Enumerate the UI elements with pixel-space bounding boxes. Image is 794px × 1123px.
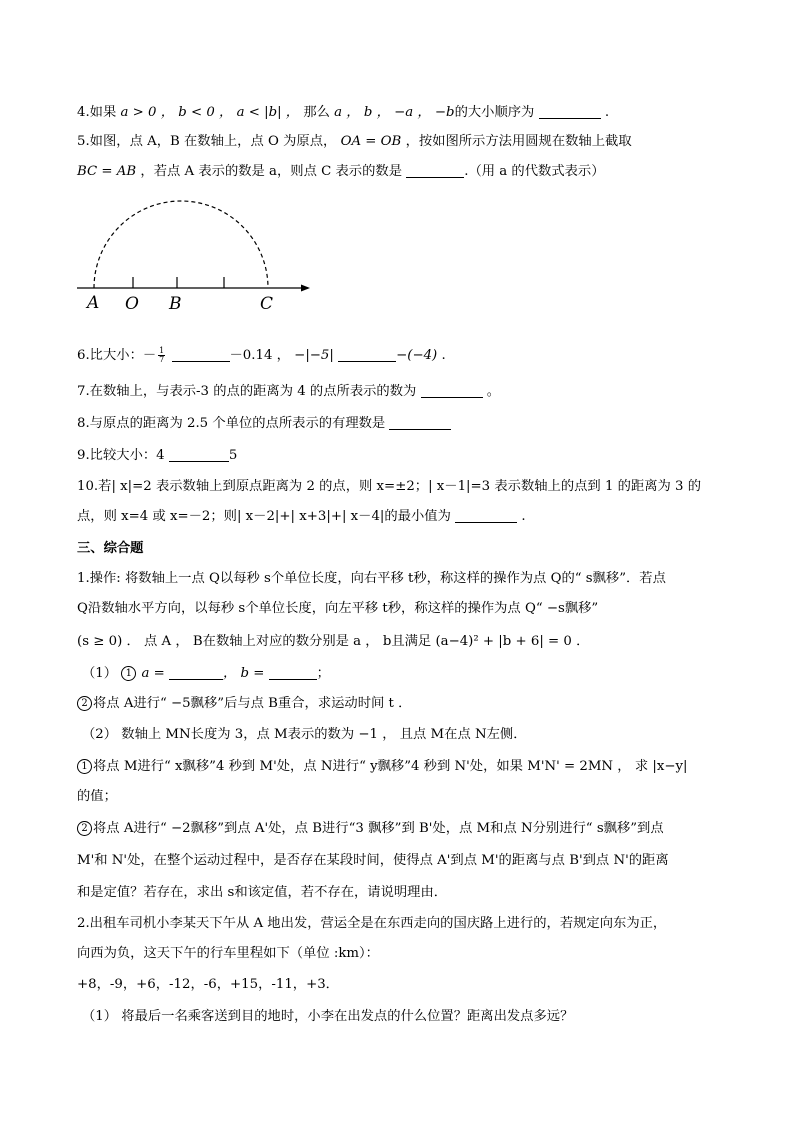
answer-blank[interactable] xyxy=(269,665,317,680)
problem-1-part-2-1: 1 将点 M进行“ x飘移”4 秒到 M'处，点 N进行“ y飘移”4 秒到 N'处，如果 M'N' = 2MN ， 求 |x−y| xyxy=(77,757,687,777)
problem-2-line-1: 2.出租车司机小李某天下午从 A 地出发，营运全是在东西走向的国庆路上进行的，若规定向东为正， xyxy=(77,916,667,931)
problem-1-part-2-2b: M'和 N'处，在整个运动过程中，是否存在某段时间，使得点 A'到点 M'的距离与点 B'到点 N'的距离 xyxy=(77,853,669,868)
problem-2-part-1: （1） 将最后一名乘客送到目的地时，小李在出发点的什么位置？距离出发点多远？ xyxy=(82,1009,574,1024)
question-10-line-1: 10.若| x|=2 表示数轴上到原点距离为 2 的点，则 x=±2；| x－1|=3 表示数轴上的点到 1 的距离为 3 的 xyxy=(77,479,702,494)
question-6: 6.比大小：－ $\frac{1}{7}$ －0.14 ， −|−5| −(−4) . xyxy=(77,346,446,364)
problem-1-part-1-2: 2 将点 A进行“ −5飘移”后与点 B重合，求运动时间 t ． xyxy=(77,694,411,714)
problem-1-line-1: 1.操作: 将数轴上一点 Q以每秒 s个单位长度，向右平移 t秒，称这样的操作为点 Q的“ s飘移”．若点 xyxy=(77,571,666,586)
question-4: 4.如果 a > 0 ， b < 0 ， a < |b| ， 那么 a ， b ， −a ， −b的大小顺序为 . xyxy=(77,105,610,120)
problem-1-line-2: Q沿数轴水平方向，以每秒 s个单位长度，向左平移 t秒，称这样的操作为点 Q“ −s飘移” xyxy=(77,601,599,616)
point-label-o: O xyxy=(125,294,139,314)
problem-2-line-2: 向西为负，这天下午的行车里程如下（单位 :km）： xyxy=(77,946,379,961)
number-line-figure xyxy=(72,196,322,321)
problem-1-line-3: (s ≥ 0) ． 点 A ， B在数轴上对应的数分别是 a ， b且满足 (a−4)² + |b + 6| = 0 ． xyxy=(77,634,590,649)
answer-blank[interactable] xyxy=(406,163,464,178)
question-9: 9.比较大小：4 5 xyxy=(77,448,238,463)
answer-blank[interactable] xyxy=(169,665,223,680)
fraction: $\frac{1}{7}$ xyxy=(159,346,165,364)
arrow-head xyxy=(301,285,310,292)
circled-number: 1 xyxy=(121,666,136,681)
question-5-line-2: BC = AB ，若点 A 表示的数是 a，则点 C 表示的数是 .（用 a 的代数式表示） xyxy=(77,164,605,179)
circled-number: 2 xyxy=(77,696,92,711)
section-title: 三、综合题 xyxy=(77,541,144,556)
problem-2-line-3: +8，-9，+6，-12，-6，+15，-11，+3． xyxy=(77,977,339,992)
compass-arc xyxy=(94,201,268,288)
answer-blank[interactable] xyxy=(421,383,483,398)
answer-blank[interactable] xyxy=(169,447,229,462)
question-7: 7.在数轴上，与表示-3 的点的距离为 4 的点所表示的数为 。 xyxy=(77,384,501,399)
answer-blank[interactable] xyxy=(539,104,601,119)
problem-1-part-2-1b: 的值； xyxy=(77,789,117,804)
point-label-a: A xyxy=(87,293,100,313)
problem-1-part-2-2: 2 将点 A进行“ −2飘移”到点 A'处，点 B进行“3 飘移”到 B'处，点 M和点 N分别进行“ s飘移”到点 xyxy=(77,819,664,839)
problem-1-part-2-2c: 和是定值？若存在，求出 s和该定值，若不存在，请说明理由． xyxy=(77,885,448,900)
answer-blank[interactable] xyxy=(389,415,451,430)
point-label-b: B xyxy=(169,294,182,314)
circled-number: 2 xyxy=(77,821,92,836)
answer-blank[interactable] xyxy=(338,347,396,362)
question-10-line-2: 点，则 x=4 或 x=－2；则| x－2|+| x+3|+| x－4|的最小值为 . xyxy=(77,509,526,524)
circled-number: 1 xyxy=(77,759,92,774)
question-5-line-1: 5.如图，点 A，B 在数轴上，点 O 为原点， OA = OB ，按如图所示方法用圆规在数轴上截取 xyxy=(77,134,632,149)
problem-1-part-1: （1） 1 a = ， b = ； xyxy=(82,666,330,681)
problem-1-part-2: （2） 数轴上 MN长度为 3，点 M表示的数为 −1 ， 且点 M在点 N左侧． xyxy=(82,727,527,742)
point-label-c: C xyxy=(260,294,274,314)
question-8: 8.与原点的距离为 2.5 个单位的点所表示的有理数是 xyxy=(77,414,451,434)
answer-blank[interactable] xyxy=(455,508,517,523)
answer-blank[interactable] xyxy=(172,347,230,362)
